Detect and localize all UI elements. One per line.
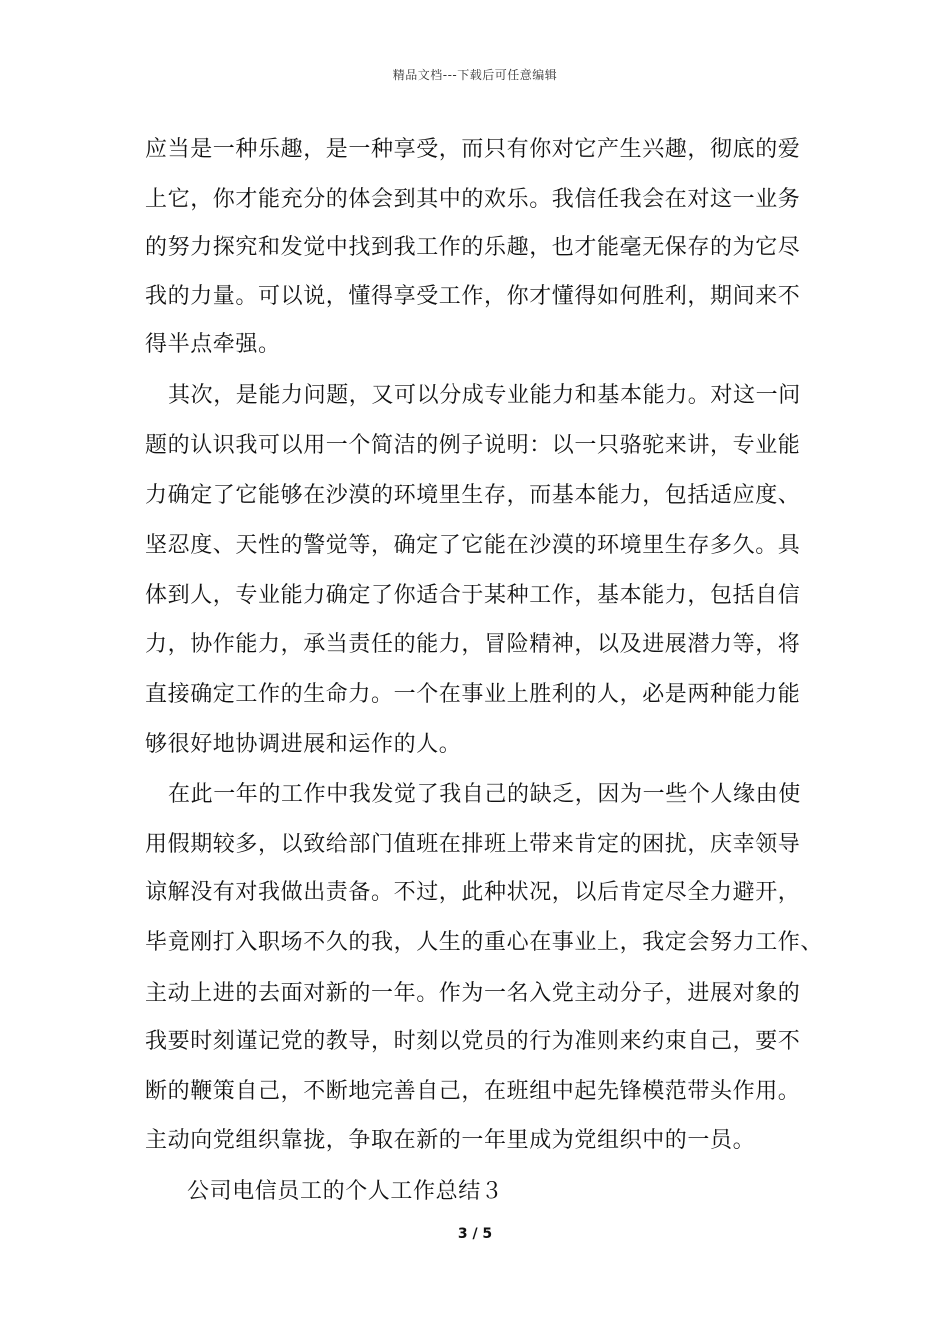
- page-number: 3 / 5: [457, 1226, 493, 1242]
- text-line: 体到人，专业能力确定了你适合于某种工作，基本能力，包括自信: [145, 583, 801, 608]
- text-line: 力确定了它能够在沙漠的环境里生存，而基本能力，包括适应度、: [145, 483, 801, 508]
- text-line: 断的鞭策自己，不断地完善自己，在班组中起先锋模范带头作用。: [145, 1079, 801, 1104]
- page-header: 精品文档---下载后可任意编辑: [392, 68, 558, 82]
- text-line: 其次，是能力问题，又可以分成专业能力和基本能力。对这一问: [168, 383, 801, 408]
- text-line: 直接确定工作的生命力。一个在事业上胜利的人，必是两种能力能: [145, 682, 801, 707]
- section-heading: 公司电信员工的个人工作总结３: [187, 1179, 504, 1204]
- text-line: 得半点牵强。: [145, 332, 281, 357]
- text-line: 的努力探究和发觉中找到我工作的乐趣，也才能毫无保存的为它尽: [145, 235, 801, 260]
- text-line: 谅解没有对我做出责备。不过，此种状况，以后肯定尽全力避开，: [145, 880, 801, 905]
- text-line: 用假期较多，以致给部门值班在排班上带来肯定的困扰，庆幸领导: [145, 832, 801, 857]
- text-line: 主动向党组织靠拢，争取在新的一年里成为党组织中的一员。: [145, 1128, 756, 1153]
- text-line: 够很好地协调进展和运作的人。: [145, 732, 462, 757]
- text-line: 上它，你才能充分的体会到其中的欢乐。我信任我会在对这一业务: [145, 187, 801, 212]
- text-line: 我的力量。可以说，懂得享受工作，你才懂得如何胜利，期间来不: [145, 284, 801, 309]
- text-line: 力，协作能力，承当责任的能力，冒险精神，以及进展潜力等，将: [145, 632, 801, 657]
- text-line: 题的认识我可以用一个简洁的例子说明：以一只骆驼来讲，专业能: [145, 433, 801, 458]
- text-line: 应当是一种乐趣，是一种享受，而只有你对它产生兴趣，彻底的爱: [145, 137, 801, 162]
- text-line: 毕竟刚打入职场不久的我，人生的重心在事业上，我定会努力工作、: [145, 930, 824, 955]
- text-line: 我要时刻谨记党的教导，时刻以党员的行为准则来约束自己，要不: [145, 1029, 801, 1054]
- text-line: 坚忍度、天性的警觉等，确定了它能在沙漠的环境里生存多久。具: [145, 533, 801, 558]
- text-line: 主动上进的去面对新的一年。作为一名入党主动分子，进展对象的: [145, 981, 801, 1006]
- text-line: 在此一年的工作中我发觉了我自己的缺乏，因为一些个人缘由使: [168, 782, 801, 807]
